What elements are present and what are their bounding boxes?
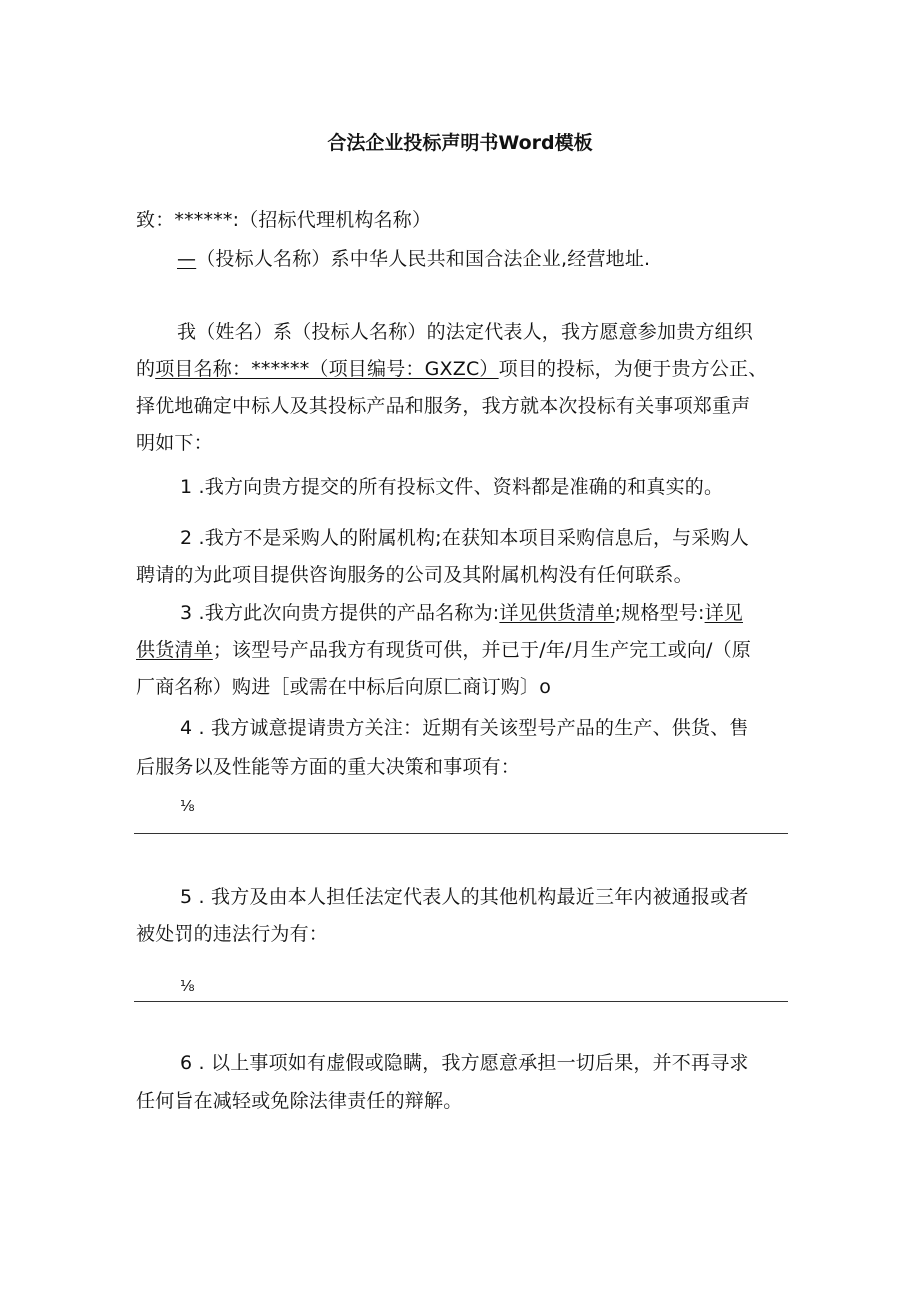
item-5-answer-rule	[134, 1001, 788, 1002]
item-5-line-1: 5 . 我方及由本人担任法定代表人的其他机构最近三年内被通报或者	[180, 886, 749, 908]
declaration-line-2	[136, 357, 767, 381]
intro-dash: —	[177, 248, 197, 270]
item-4-answer: ⅛	[180, 797, 195, 815]
intro-text: （投标人名称）系中华人民共和国合法企业,经营地址.	[196, 248, 651, 270]
item-3-line-2	[136, 638, 751, 662]
model-field-start: 详见	[704, 602, 743, 624]
item-1-text: 1 .我方向贵方提交的所有投标文件、资料都是准确的和真实的。	[180, 476, 724, 498]
item-3-line-1-a: 3 .我方此次向贵方提供的产品名称为:	[180, 602, 500, 624]
declaration-line-1: 我（姓名）系（投标人名称）的法定代表人，我方愿意参加贵方组织	[177, 321, 754, 343]
salutation-suffix: :（招标代理机构名称）	[232, 209, 432, 231]
project-name-field: 项目名称：******（项目编号：GXZC）	[155, 358, 499, 380]
salutation-prefix: 致：	[136, 209, 175, 231]
model-field-end: 供货清单	[136, 639, 213, 661]
document-title: 合法企业投标声明书Word模板	[327, 132, 593, 154]
product-name-field: 详见供货清单	[499, 602, 615, 624]
item-5-line-2: 被处罚的违法行为有：	[136, 923, 329, 945]
intro-line	[177, 247, 650, 271]
declaration-line-2-prefix: 的	[136, 358, 156, 380]
item-3-line-1-b: ;规格型号:	[614, 602, 705, 624]
declaration-line-2-suffix: 项目的投标，为便于贵方公正、	[498, 358, 768, 380]
declaration-line-3: 择优地确定中标人及其投标产品和服务，我方就本次投标有关事项郑重声	[136, 395, 751, 417]
item-4-line-1: 4 . 我方诚意提请贵方关注：近期有关该型号产品的生产、供货、售	[180, 717, 749, 739]
item-3-line-1	[180, 601, 743, 625]
item-2-line-2: 聘请的为此项目提供咨询服务的公司及其附属机构没有任何联系。	[136, 564, 693, 586]
salutation-masked-name: ******	[174, 209, 233, 231]
item-2-line-1: 2 .我方不是采购人的附属机构;在获知本项目采购信息后，与采购人	[180, 527, 749, 549]
item-4-answer-rule	[134, 833, 788, 834]
item-3-line-2-b: ；该型号产品我方有现货可供，并已于/年/月生产完工或向/（原	[212, 639, 752, 661]
item-5-answer: ⅛	[180, 977, 195, 995]
item-6-line-2: 任何旨在减轻或免除法律责任的辩解。	[136, 1090, 463, 1112]
item-4-line-2: 后服务以及性能等方面的重大决策和事项有：	[136, 756, 521, 778]
declaration-line-4: 明如下：	[136, 432, 213, 454]
item-6-line-1: 6 . 以上事项如有虚假或隐瞒，我方愿意承担一切后果，并不再寻求	[180, 1052, 749, 1074]
item-3-line-3: 厂商名称）购进［或需在中标后向原匚商订购〕o	[136, 676, 552, 698]
salutation-line	[136, 208, 431, 232]
